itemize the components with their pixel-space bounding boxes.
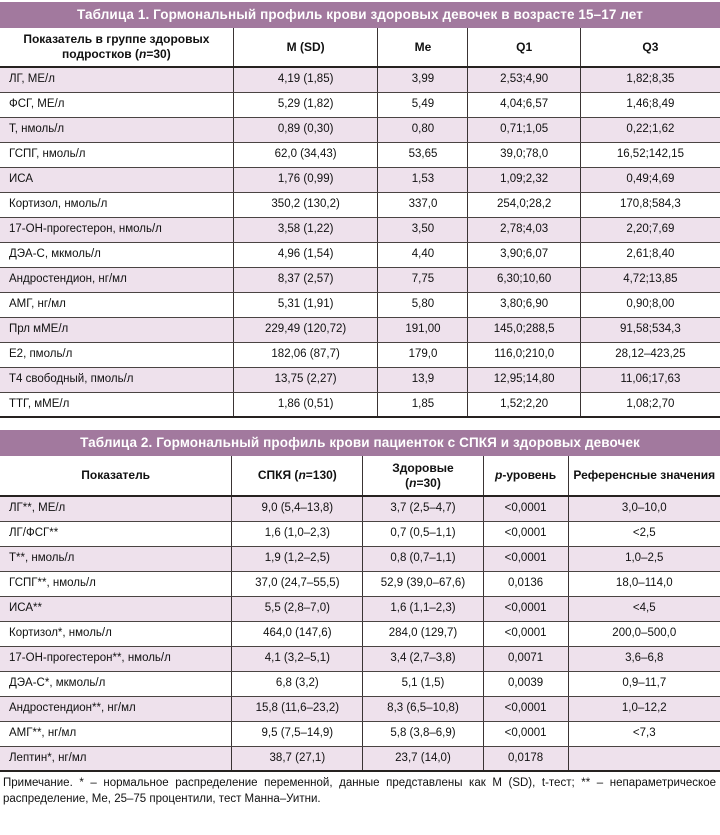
value-cell: 1,09;2,32 xyxy=(468,167,580,192)
value-cell: 0,0178 xyxy=(483,746,568,771)
value-cell: 0,7 (0,5–1,1) xyxy=(363,521,483,546)
value-cell: 28,12–423,25 xyxy=(580,342,720,367)
column-header-pcos: СПКЯ (n=130) xyxy=(232,456,363,496)
row-label-cell: Кортизол*, нмоль/л xyxy=(0,621,232,646)
value-cell: 38,7 (27,1) xyxy=(232,746,363,771)
value-cell: 0,71;1,05 xyxy=(468,117,580,142)
value-cell: 5,5 (2,8–7,0) xyxy=(232,596,363,621)
column-header-q1: Q1 xyxy=(468,28,580,67)
table-row xyxy=(0,292,720,317)
value-cell: 3,7 (2,5–4,7) xyxy=(363,496,483,521)
table-row xyxy=(0,67,720,92)
row-label-cell: ДЭА-С*, мкмоль/л xyxy=(0,671,232,696)
table2-title: Таблица 2. Гормональный профиль крови пациенток с СПКЯ и здоровых девочек xyxy=(0,430,720,456)
value-cell: 1,46;8,49 xyxy=(580,92,720,117)
value-cell: 284,0 (129,7) xyxy=(363,621,483,646)
table-row xyxy=(0,267,720,292)
value-cell: 200,0–500,0 xyxy=(568,621,720,646)
value-cell: 9,0 (5,4–13,8) xyxy=(232,496,363,521)
value-cell: 0,0071 xyxy=(483,646,568,671)
value-cell: 145,0;288,5 xyxy=(468,317,580,342)
table-row xyxy=(0,392,720,417)
value-cell: 3,6–6,8 xyxy=(568,646,720,671)
value-cell: <2,5 xyxy=(568,521,720,546)
value-cell: 337,0 xyxy=(378,192,468,217)
row-label-cell: ГСПГ**, нмоль/л xyxy=(0,571,232,596)
value-cell: 8,37 (2,57) xyxy=(233,267,378,292)
value-cell: 179,0 xyxy=(378,342,468,367)
table-row xyxy=(0,621,720,646)
row-label-cell: АМГ, нг/мл xyxy=(0,292,233,317)
table-row xyxy=(0,192,720,217)
value-cell: 3,4 (2,7–3,8) xyxy=(363,646,483,671)
value-cell: 15,8 (11,6–23,2) xyxy=(232,696,363,721)
value-cell: 0,90;8,00 xyxy=(580,292,720,317)
value-cell: 4,04;6,57 xyxy=(468,92,580,117)
value-cell: 18,0–114,0 xyxy=(568,571,720,596)
value-cell: <0,0001 xyxy=(483,496,568,521)
value-cell: 1,85 xyxy=(378,392,468,417)
value-cell: 1,82;8,35 xyxy=(580,67,720,92)
table-row xyxy=(0,92,720,117)
value-cell: 1,0–12,2 xyxy=(568,696,720,721)
table2-body xyxy=(0,496,720,771)
row-label-cell: ИСА** xyxy=(0,596,232,621)
value-cell: 2,53;4,90 xyxy=(468,67,580,92)
value-cell: 229,49 (120,72) xyxy=(233,317,378,342)
value-cell: 0,8 (0,7–1,1) xyxy=(363,546,483,571)
row-label-cell: ИСА xyxy=(0,167,233,192)
table1-body xyxy=(0,67,720,417)
row-label-cell: Кортизол, нмоль/л xyxy=(0,192,233,217)
value-cell: 53,65 xyxy=(378,142,468,167)
value-cell: 4,19 (1,85) xyxy=(233,67,378,92)
value-cell: 23,7 (14,0) xyxy=(363,746,483,771)
table-row xyxy=(0,217,720,242)
value-cell: 170,8;584,3 xyxy=(580,192,720,217)
value-cell: <0,0001 xyxy=(483,596,568,621)
value-cell: 1,86 (0,51) xyxy=(233,392,378,417)
value-cell: 116,0;210,0 xyxy=(468,342,580,367)
value-cell: 0,49;4,69 xyxy=(580,167,720,192)
value-cell: 62,0 (34,43) xyxy=(233,142,378,167)
value-cell: <7,3 xyxy=(568,721,720,746)
table-row xyxy=(0,242,720,267)
table1-header xyxy=(0,28,720,67)
table-row xyxy=(0,342,720,367)
value-cell: 3,90;6,07 xyxy=(468,242,580,267)
value-cell: 5,49 xyxy=(378,92,468,117)
value-cell: 11,06;17,63 xyxy=(580,367,720,392)
value-cell: 5,31 (1,91) xyxy=(233,292,378,317)
column-header-me: Me xyxy=(378,28,468,67)
value-cell: 0,22;1,62 xyxy=(580,117,720,142)
value-cell xyxy=(568,746,720,771)
value-cell: 5,1 (1,5) xyxy=(363,671,483,696)
value-cell: 4,40 xyxy=(378,242,468,267)
table-row xyxy=(0,596,720,621)
value-cell: 5,80 xyxy=(378,292,468,317)
value-cell: 3,50 xyxy=(378,217,468,242)
value-cell: 6,8 (3,2) xyxy=(232,671,363,696)
value-cell: 464,0 (147,6) xyxy=(232,621,363,646)
value-cell: 350,2 (130,2) xyxy=(233,192,378,217)
row-label-cell: Т, нмоль/л xyxy=(0,117,233,142)
table-row xyxy=(0,646,720,671)
table-row xyxy=(0,571,720,596)
value-cell: 2,20;7,69 xyxy=(580,217,720,242)
value-cell: 0,89 (0,30) xyxy=(233,117,378,142)
value-cell: 37,0 (24,7–55,5) xyxy=(232,571,363,596)
value-cell: 4,72;13,85 xyxy=(580,267,720,292)
value-cell: 0,0136 xyxy=(483,571,568,596)
row-label-cell: Андростендион**, нг/мл xyxy=(0,696,232,721)
value-cell: 5,8 (3,8–6,9) xyxy=(363,721,483,746)
table1-title: Таблица 1. Гормональный профиль крови здоровых девочек в возрасте 15–17 лет xyxy=(0,2,720,28)
value-cell: 3,0–10,0 xyxy=(568,496,720,521)
table-row xyxy=(0,142,720,167)
value-cell: 8,3 (6,5–10,8) xyxy=(363,696,483,721)
table-row xyxy=(0,496,720,521)
value-cell: 1,08;2,70 xyxy=(580,392,720,417)
value-cell: <0,0001 xyxy=(483,696,568,721)
row-label-cell: Т**, нмоль/л xyxy=(0,546,232,571)
column-header-msd: M (SD) xyxy=(233,28,378,67)
table-row xyxy=(0,696,720,721)
value-cell: 2,61;8,40 xyxy=(580,242,720,267)
value-cell: 39,0;78,0 xyxy=(468,142,580,167)
value-cell: 0,0039 xyxy=(483,671,568,696)
row-label-cell: 17-ОН-прогестерон, нмоль/л xyxy=(0,217,233,242)
table-row xyxy=(0,167,720,192)
value-cell: 0,80 xyxy=(378,117,468,142)
row-label-cell: Лептин*, нг/мл xyxy=(0,746,232,771)
value-cell: 3,58 (1,22) xyxy=(233,217,378,242)
value-cell: 4,1 (3,2–5,1) xyxy=(232,646,363,671)
table-row xyxy=(0,117,720,142)
row-label-cell: Е2, пмоль/л xyxy=(0,342,233,367)
table-header-row xyxy=(0,456,720,496)
row-label-cell: Т4 свободный, пмоль/л xyxy=(0,367,233,392)
value-cell: 16,52;142,15 xyxy=(580,142,720,167)
column-header-reference: Референсные значения xyxy=(568,456,720,496)
value-cell: 1,52;2,20 xyxy=(468,392,580,417)
column-header-healthy: Здоровые (n=30) xyxy=(363,456,483,496)
row-label-cell: ФСГ, МЕ/л xyxy=(0,92,233,117)
table-row xyxy=(0,317,720,342)
table1 xyxy=(0,28,720,418)
row-label-cell: Прл мМЕ/л xyxy=(0,317,233,342)
value-cell: 52,9 (39,0–67,6) xyxy=(363,571,483,596)
value-cell: 191,00 xyxy=(378,317,468,342)
table-row xyxy=(0,521,720,546)
table2-header xyxy=(0,456,720,496)
value-cell: 1,53 xyxy=(378,167,468,192)
value-cell: <4,5 xyxy=(568,596,720,621)
value-cell: 7,75 xyxy=(378,267,468,292)
value-cell: 3,80;6,90 xyxy=(468,292,580,317)
value-cell: 1,6 (1,0–2,3) xyxy=(232,521,363,546)
row-label-cell: ЛГ**, МЕ/л xyxy=(0,496,232,521)
value-cell: <0,0001 xyxy=(483,621,568,646)
value-cell: 91,58;534,3 xyxy=(580,317,720,342)
value-cell: 6,30;10,60 xyxy=(468,267,580,292)
row-label-cell: 17-ОН-прогестерон**, нмоль/л xyxy=(0,646,232,671)
value-cell: 1,6 (1,1–2,3) xyxy=(363,596,483,621)
column-header-indicator: Показатель в группе здоровых подростков (n=30) xyxy=(0,28,233,67)
value-cell: 1,9 (1,2–2,5) xyxy=(232,546,363,571)
value-cell: 13,75 (2,27) xyxy=(233,367,378,392)
row-label-cell: ДЭА-С, мкмоль/л xyxy=(0,242,233,267)
value-cell: 0,9–11,7 xyxy=(568,671,720,696)
row-label-cell: ТТГ, мМЕ/л xyxy=(0,392,233,417)
footnote: Примечание. * – нормальное распределение переменной, данные представлены как M (SD), t-тест; ** – непараметрическое распределение, Ме, 25–75 процентили, тест Манна–Уитни. xyxy=(3,777,716,806)
value-cell: 254,0;28,2 xyxy=(468,192,580,217)
table-row xyxy=(0,367,720,392)
row-label-cell: ЛГ/ФСГ** xyxy=(0,521,232,546)
value-cell: 182,06 (87,7) xyxy=(233,342,378,367)
value-cell: 2,78;4,03 xyxy=(468,217,580,242)
row-label-cell: ГСПГ, нмоль/л xyxy=(0,142,233,167)
table2 xyxy=(0,456,720,772)
row-label-cell: ЛГ, МЕ/л xyxy=(0,67,233,92)
table-row xyxy=(0,721,720,746)
table-row xyxy=(0,671,720,696)
row-label-cell: Андростендион, нг/мл xyxy=(0,267,233,292)
column-header-q3: Q3 xyxy=(580,28,720,67)
value-cell: 1,0–2,5 xyxy=(568,546,720,571)
table-row xyxy=(0,746,720,771)
column-header-indicator: Показатель xyxy=(0,456,232,496)
value-cell: <0,0001 xyxy=(483,546,568,571)
value-cell: 13,9 xyxy=(378,367,468,392)
table-header-row xyxy=(0,28,720,67)
value-cell: 4,96 (1,54) xyxy=(233,242,378,267)
row-label-cell: АМГ**, нг/мл xyxy=(0,721,232,746)
value-cell: <0,0001 xyxy=(483,521,568,546)
value-cell: 9,5 (7,5–14,9) xyxy=(232,721,363,746)
tables-gap xyxy=(0,418,720,430)
value-cell: 3,99 xyxy=(378,67,468,92)
table-row xyxy=(0,546,720,571)
value-cell: 1,76 (0,99) xyxy=(233,167,378,192)
value-cell: 5,29 (1,82) xyxy=(233,92,378,117)
column-header-pvalue: p-уровень xyxy=(483,456,568,496)
value-cell: 12,95;14,80 xyxy=(468,367,580,392)
value-cell: <0,0001 xyxy=(483,721,568,746)
